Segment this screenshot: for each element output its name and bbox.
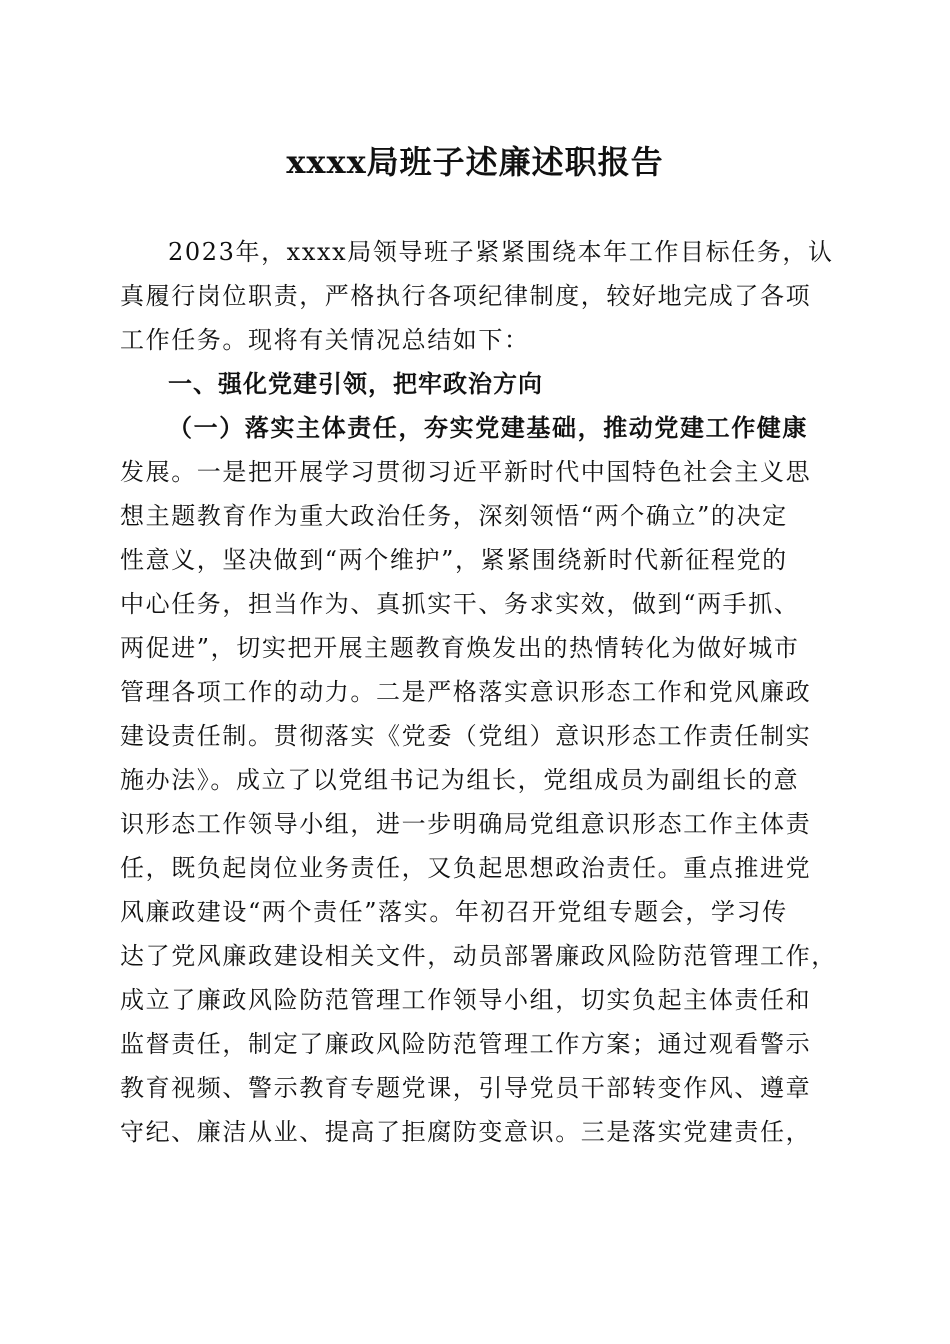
- paragraph-line: 成立了廉政风险防范管理工作领导小组，切实负起主体责任和: [120, 986, 812, 1014]
- paragraph-line: 教育视频、警示教育专题党课，引导党员干部转变作风、遵章: [120, 1074, 812, 1102]
- paragraph-line: 监督责任，制定了廉政风险防范管理工作方案；通过观看警示: [120, 1030, 812, 1058]
- paragraph-line: 管理各项工作的动力。二是严格落实意识形态工作和党风廉政: [120, 678, 812, 706]
- paragraph-line: 识形态工作领导小组，进一步明确局党组意识形态工作主体责: [120, 810, 812, 838]
- paragraph-line: 真履行岗位职责，严格执行各项纪律制度，较好地完成了各项: [120, 282, 812, 310]
- paragraph-line: 性意义，坚决做到“两个维护”，紧紧围绕新时代新征程党的: [120, 546, 788, 574]
- paragraph-line: 工作任务。现将有关情况总结如下：: [120, 326, 530, 354]
- paragraph-line: 2023年，xxxx局领导班子紧紧围绕本年工作目标任务，认: [168, 238, 834, 266]
- subsection-heading-line: （一）落实主体责任，夯实党建基础，推动党建工作健康: [168, 413, 808, 442]
- paragraph-line: 想主题教育作为重大政治任务，深刻领悟“两个确立”的决定: [120, 502, 788, 530]
- document-title: xxxx局班子述廉述职报告: [286, 143, 664, 181]
- paragraph-line: 中心任务，担当作为、真抓实干、务求实效，做到“两手抓、: [120, 590, 800, 618]
- paragraph-line: 任，既负起岗位业务责任，又负起思想政治责任。重点推进党: [120, 854, 812, 882]
- paragraph-line: 施办法》。成立了以党组书记为组长，党组成员为副组长的意: [120, 766, 800, 794]
- section-heading: 一、强化党建引领，把牢政治方向: [168, 370, 543, 398]
- paragraph-line: 风廉政建设“两个责任”落实。年初召开党组专题会，学习传: [120, 898, 788, 926]
- paragraph-line: 两促进”，切实把开展主题教育焕发出的热情转化为做好城市: [120, 634, 800, 662]
- paragraph-line: 建设责任制。贯彻落实《党委（党组）意识形态工作责任制实: [120, 722, 812, 750]
- paragraph-line: 达了党风廉政建设相关文件，动员部署廉政风险防范管理工作，: [120, 942, 837, 970]
- paragraph-line: 守纪、廉洁从业、提高了拒腐防变意识。三是落实党建责任，: [120, 1118, 812, 1146]
- paragraph-line: 发展。一是把开展学习贯彻习近平新时代中国特色社会主义思: [120, 458, 812, 486]
